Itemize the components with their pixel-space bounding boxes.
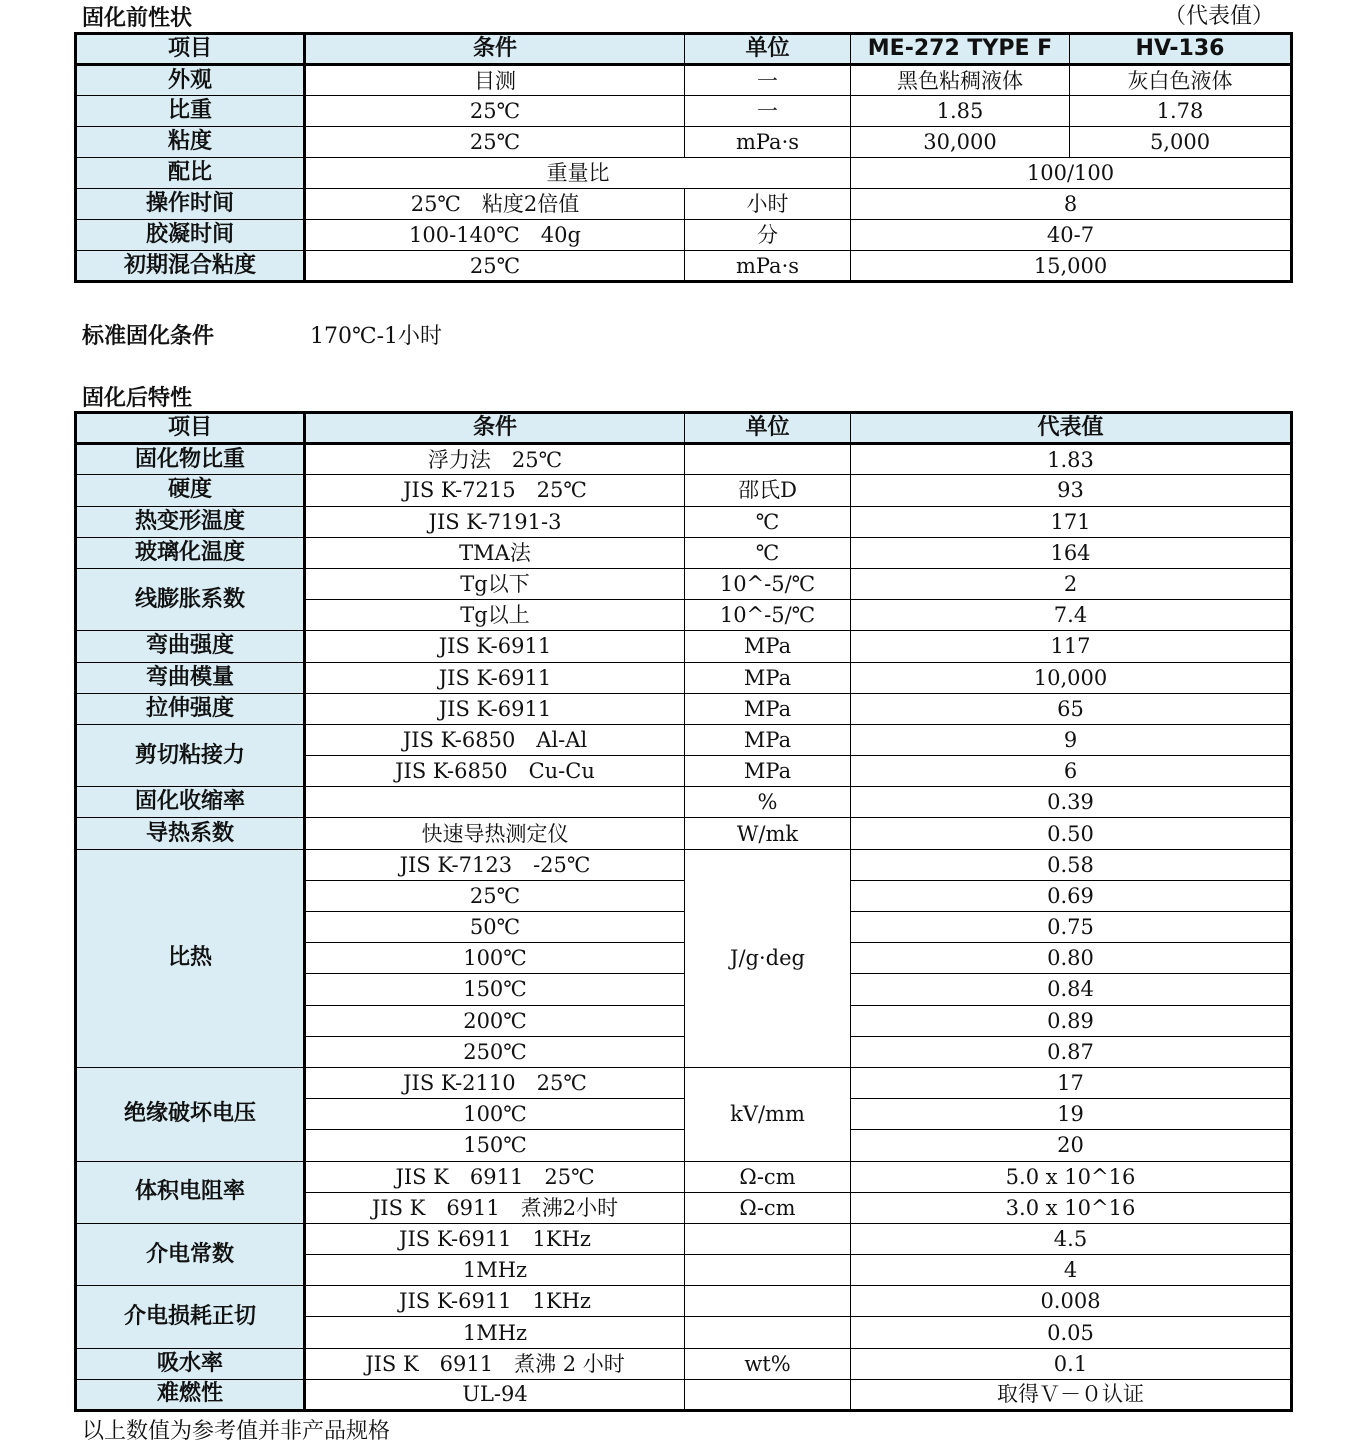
- table-row: [76, 251, 1292, 282]
- row-unit: 邵氏D: [685, 475, 851, 506]
- table-row: [76, 537, 1292, 568]
- row-value: 0.84: [851, 974, 1292, 1005]
- disclaimer-note: 以上数值为参考值并非产品规格: [82, 1419, 391, 1444]
- row-value: 0.75: [851, 912, 1292, 943]
- table-row: [76, 475, 1292, 506]
- table-header-row: [76, 34, 1292, 65]
- row-condition: 150℃: [305, 1130, 685, 1161]
- header-me272: ME-272 TYPE F: [851, 34, 1070, 65]
- post-cure-table: [74, 411, 1293, 1412]
- row-condition: JIS K-7123 -25℃: [305, 849, 685, 880]
- row-value: 6: [851, 756, 1292, 787]
- row-condition: JIS K-2110 25℃: [305, 1067, 685, 1098]
- row-condition: 150℃: [305, 974, 685, 1005]
- row-item: 玻璃化温度: [76, 537, 305, 568]
- row-condition: 目测: [305, 65, 685, 96]
- row-unit: Ω-cm: [685, 1192, 851, 1223]
- row-condition: JIS K-6911: [305, 662, 685, 693]
- row-unit: MPa: [685, 662, 851, 693]
- table-row: [76, 1379, 1292, 1410]
- row-condition: JIS K-7215 25℃: [305, 475, 685, 506]
- row-unit: MPa: [685, 756, 851, 787]
- row-unit: [685, 1286, 851, 1317]
- row-value: 9: [851, 724, 1292, 755]
- table-row: [76, 220, 1292, 251]
- row-unit: [685, 1317, 851, 1348]
- row-item: 拉伸强度: [76, 693, 305, 724]
- row-item: 绝缘破坏电压: [76, 1067, 305, 1161]
- row-value: 19: [851, 1099, 1292, 1130]
- row-value: 171: [851, 506, 1292, 537]
- row-unit: [685, 444, 851, 475]
- row-condition: 25℃: [305, 127, 685, 158]
- row-unit: kV/mm: [685, 1067, 851, 1161]
- table-row: [76, 818, 1292, 849]
- row-unit: Ω-cm: [685, 1161, 851, 1192]
- cure-label: 标准固化条件: [82, 324, 215, 349]
- row-item: 比热: [76, 849, 305, 1067]
- pre-cure-table: [74, 32, 1293, 283]
- row-condition: 1MHz: [305, 1255, 685, 1286]
- row-unit: %: [685, 787, 851, 818]
- row-condition: JIS K 6911 煮沸2小时: [305, 1192, 685, 1223]
- table-row: [76, 1161, 1292, 1192]
- row-value: 0.008: [851, 1286, 1292, 1317]
- header-hv136: HV-136: [1070, 34, 1292, 65]
- row-item: 弯曲模量: [76, 662, 305, 693]
- table-row: [76, 158, 1292, 189]
- row-value: 40-7: [851, 220, 1292, 251]
- standard-cure-condition: [82, 322, 442, 352]
- row-item: 线膨胀系数: [76, 568, 305, 630]
- row-condition: 50℃: [305, 912, 685, 943]
- row-condition: [305, 787, 685, 818]
- row-condition: JIS K-7191-3: [305, 506, 685, 537]
- row-value: 0.89: [851, 1005, 1292, 1036]
- row-item: 难燃性: [76, 1379, 305, 1410]
- row-unit: J/g·deg: [685, 849, 851, 1067]
- row-value: 3.0 x 10^16: [851, 1192, 1292, 1223]
- table-row: [76, 849, 1292, 880]
- row-value: 0.69: [851, 880, 1292, 911]
- table-row: [76, 1223, 1292, 1254]
- table-header-row: [76, 413, 1292, 444]
- row-value: 2: [851, 568, 1292, 599]
- row-value: 65: [851, 693, 1292, 724]
- row-item: 外观: [76, 65, 305, 96]
- representative-note: （代表值）: [1163, 4, 1274, 29]
- row-value-me272: 黑色粘稠液体: [851, 65, 1070, 96]
- row-value-hv136: 5,000: [1070, 127, 1292, 158]
- row-value: 0.39: [851, 787, 1292, 818]
- row-item: 介电常数: [76, 1223, 305, 1285]
- row-value: 0.05: [851, 1317, 1292, 1348]
- row-condition: 25℃: [305, 251, 685, 282]
- row-condition: 快速导热测定仪: [305, 818, 685, 849]
- row-unit: 一: [685, 96, 851, 127]
- row-value: 20: [851, 1130, 1292, 1161]
- table-row: [76, 96, 1292, 127]
- row-item: 胶凝时间: [76, 220, 305, 251]
- row-condition: 1MHz: [305, 1317, 685, 1348]
- table-row: [76, 787, 1292, 818]
- row-unit: 分: [685, 220, 851, 251]
- table-row: [76, 724, 1292, 755]
- row-value: 0.80: [851, 943, 1292, 974]
- row-condition: 200℃: [305, 1005, 685, 1036]
- row-value-me272: 1.85: [851, 96, 1070, 127]
- table-row: [76, 444, 1292, 475]
- row-unit: MPa: [685, 693, 851, 724]
- row-condition: UL-94: [305, 1379, 685, 1410]
- row-unit: [685, 1379, 851, 1410]
- row-unit: 10^-5/℃: [685, 568, 851, 599]
- table-row: [76, 1286, 1292, 1317]
- row-item: 弯曲强度: [76, 631, 305, 662]
- row-unit: mPa·s: [685, 127, 851, 158]
- row-condition: JIS K 6911 煮沸 2 小时: [305, 1348, 685, 1379]
- row-unit: [685, 1223, 851, 1254]
- header-item: 项目: [76, 413, 305, 444]
- row-value: 0.50: [851, 818, 1292, 849]
- row-item: 初期混合粘度: [76, 251, 305, 282]
- row-item: 粘度: [76, 127, 305, 158]
- row-value-hv136: 1.78: [1070, 96, 1292, 127]
- row-condition: 100-140℃ 40g: [305, 220, 685, 251]
- row-item: 剪切粘接力: [76, 724, 305, 786]
- row-unit: [685, 1255, 851, 1286]
- row-value: 10,000: [851, 662, 1292, 693]
- row-value: 1.83: [851, 444, 1292, 475]
- row-unit: 小时: [685, 189, 851, 220]
- table-row: [76, 189, 1292, 220]
- row-condition: JIS K-6911: [305, 631, 685, 662]
- table-row: [76, 631, 1292, 662]
- row-value: 0.1: [851, 1348, 1292, 1379]
- header-unit: 单位: [685, 413, 851, 444]
- header-unit: 单位: [685, 34, 851, 65]
- table-row: [76, 693, 1292, 724]
- row-condition: 重量比: [305, 158, 851, 189]
- row-unit: W/mk: [685, 818, 851, 849]
- row-unit: 10^-5/℃: [685, 600, 851, 631]
- row-condition: 25℃ 粘度2倍值: [305, 189, 685, 220]
- post-cure-title: 固化后特性: [82, 386, 193, 411]
- row-unit: MPa: [685, 724, 851, 755]
- row-value: 164: [851, 537, 1292, 568]
- row-value: 117: [851, 631, 1292, 662]
- row-value: 0.58: [851, 849, 1292, 880]
- table-row: [76, 568, 1292, 599]
- row-condition: 25℃: [305, 880, 685, 911]
- row-condition: 浮力法 25℃: [305, 444, 685, 475]
- row-item: 体积电阻率: [76, 1161, 305, 1223]
- row-condition: Tg以下: [305, 568, 685, 599]
- row-value: 93: [851, 475, 1292, 506]
- row-value: 15,000: [851, 251, 1292, 282]
- row-item: 比重: [76, 96, 305, 127]
- table-row: [76, 65, 1292, 96]
- row-unit: MPa: [685, 631, 851, 662]
- table-row: [76, 506, 1292, 537]
- row-unit: 一: [685, 65, 851, 96]
- row-condition: 250℃: [305, 1036, 685, 1067]
- row-item: 热变形温度: [76, 506, 305, 537]
- row-unit: wt%: [685, 1348, 851, 1379]
- row-condition: JIS K-6911 1KHz: [305, 1286, 685, 1317]
- row-condition: 100℃: [305, 943, 685, 974]
- row-value-hv136: 灰白色液体: [1070, 65, 1292, 96]
- row-unit: ℃: [685, 506, 851, 537]
- row-value: 100/100: [851, 158, 1292, 189]
- table-row: [76, 1348, 1292, 1379]
- header-condition: 条件: [305, 413, 685, 444]
- row-item: 固化收缩率: [76, 787, 305, 818]
- header-value: 代表值: [851, 413, 1292, 444]
- row-item: 吸水率: [76, 1348, 305, 1379]
- table-row: [76, 1067, 1292, 1098]
- row-item: 硬度: [76, 475, 305, 506]
- row-value: 取得Ｖ－０认证: [851, 1379, 1292, 1410]
- row-condition: JIS K-6911 1KHz: [305, 1223, 685, 1254]
- row-unit: mPa·s: [685, 251, 851, 282]
- row-condition: 100℃: [305, 1099, 685, 1130]
- table-row: [76, 127, 1292, 158]
- header-condition: 条件: [305, 34, 685, 65]
- row-value: 4.5: [851, 1223, 1292, 1254]
- row-value: 17: [851, 1067, 1292, 1098]
- row-value: 0.87: [851, 1036, 1292, 1067]
- row-condition: JIS K-6850 Al-Al: [305, 724, 685, 755]
- row-condition: Tg以上: [305, 600, 685, 631]
- row-item: 配比: [76, 158, 305, 189]
- row-condition: TMA法: [305, 537, 685, 568]
- row-condition: 25℃: [305, 96, 685, 127]
- pre-cure-title: 固化前性状: [82, 6, 193, 31]
- row-item: 导热系数: [76, 818, 305, 849]
- row-unit: ℃: [685, 537, 851, 568]
- row-condition: JIS K-6911: [305, 693, 685, 724]
- row-condition: JIS K 6911 25℃: [305, 1161, 685, 1192]
- row-item: 操作时间: [76, 189, 305, 220]
- row-value: 8: [851, 189, 1292, 220]
- row-value: 4: [851, 1255, 1292, 1286]
- header-item: 项目: [76, 34, 305, 65]
- row-item: 固化物比重: [76, 444, 305, 475]
- row-value: 5.0 x 10^16: [851, 1161, 1292, 1192]
- row-item: 介电损耗正切: [76, 1286, 305, 1348]
- table-row: [76, 662, 1292, 693]
- row-value: 7.4: [851, 600, 1292, 631]
- row-value-me272: 30,000: [851, 127, 1070, 158]
- row-condition: JIS K-6850 Cu-Cu: [305, 756, 685, 787]
- cure-value: 170℃-1小时: [310, 324, 443, 349]
